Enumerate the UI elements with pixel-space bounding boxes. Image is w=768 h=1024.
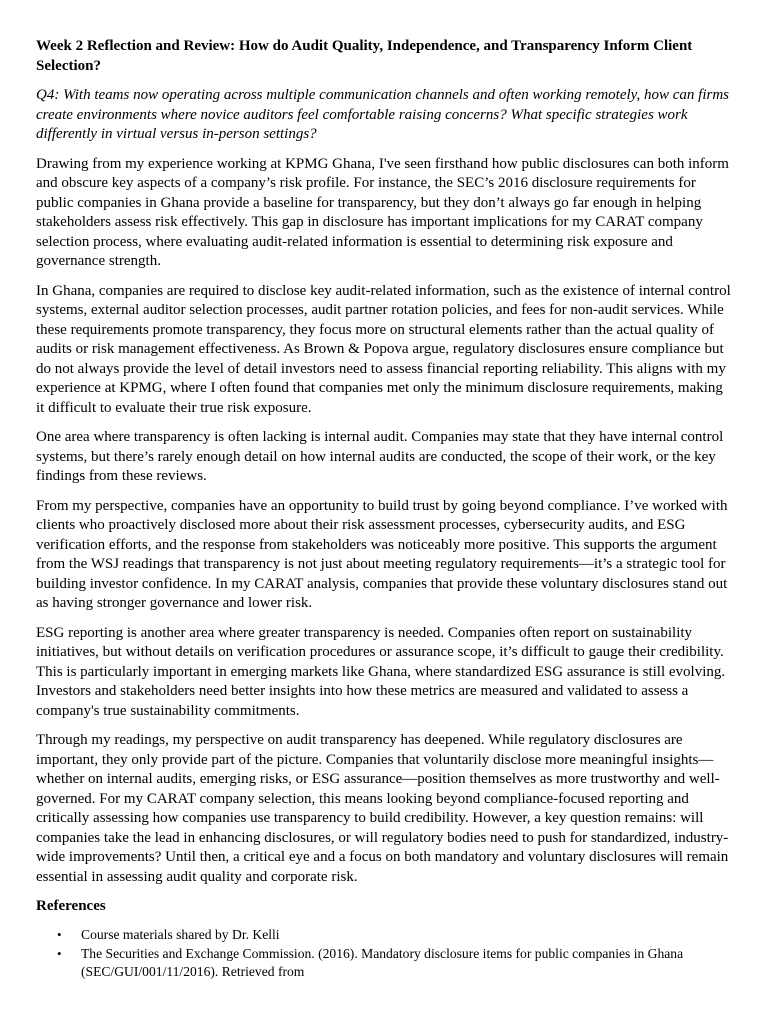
reference-text: The Securities and Exchange Commission. (2016). Mandatory disclosure items for public companies in Ghana (SEC/GUI/001/11/2016). Retrieved from bbox=[81, 945, 684, 979]
body-paragraph-3: One area where transparency is often lacking is internal audit. Companies may state that they have internal control systems, but there’s rarely enough detail on how internal audits are conducted, the scope of their work, or the key findings from these reviews. bbox=[36, 429, 724, 484]
body-paragraph-1: Drawing from my experience working at KPMG Ghana, I've seen firsthand how public disclosures can both inform and obscure key aspects of a company’s risk profile. For instance, the SEC’s 2016 disclosure requirements for public companies in Ghana provide a baseline for transparency, but they don’t always go far enough in helping stakeholders assess risk effectively. This gap in disclosure has important implications for my CARAT company selection process, where evaluating audit-related information is essential to determining risk exposure and governance strength. bbox=[36, 155, 729, 269]
bullet-icon: • bbox=[57, 945, 62, 961]
reference-item bbox=[36, 945, 734, 981]
body-paragraph-5: ESG reporting is another area where greater transparency is needed. Companies often report on sustainability initiatives, but without details on verification procedures or assurance scope, it’s difficult to gauge their credibility. This is particularly important in emerging markets like Ghana, where standardized ESG assurance is still evolving. Investors and stakeholders need better insights into how these metrics are measured and validated to assess a company's true sustainability commitments. bbox=[36, 624, 726, 719]
discussion-question: Q4: With teams now operating across multiple communication channels and often working remotely, how can firms create environments where novice auditors feel comfortable raising concerns? What specific strategies work differently in virtual versus in-person settings? bbox=[36, 87, 729, 142]
body-paragraph-4: From my perspective, companies have an opportunity to build trust by going beyond compliance. I’ve worked with clients who proactively disclosed more about their risk assessment processes, cybersecurity audits, and ESG verification efforts, and the response from stakeholders was noticeably more positive. This supports the argument from the WSJ readings that transparency is not just about meeting regulatory requirements—it’s a strategic tool for building investor confidence. In my CARAT analysis, companies that provide these voluntary disclosures stand out as having stronger governance and lower risk. bbox=[36, 497, 728, 611]
references-heading: References bbox=[36, 898, 106, 914]
bullet-icon: • bbox=[57, 926, 62, 942]
body-paragraph-2: In Ghana, companies are required to disclose key audit-related information, such as the existence of internal control systems, external auditor selection processes, audit partner rotation policies, and fees for non-audit services. While these requirements promote transparency, they focus more on structural elements rather than the actual quality of audits or risk management effectiveness. As Brown & Popova argue, regulatory disclosures ensure compliance but do not always provide the level of detail investors need to assess financial reporting reliability. This aligns with my experience at KPMG, where I often found that companies met only the minimum disclosure requirements, making it difficult to evaluate their true risk exposure. bbox=[36, 282, 731, 416]
document-title: Week 2 Reflection and Review: How do Audit Quality, Independence, and Transparency Inform Client Selection? bbox=[36, 38, 693, 74]
reference-item bbox=[36, 926, 734, 944]
document-page bbox=[36, 37, 734, 982]
body-paragraph-6: Through my readings, my perspective on audit transparency has deepened. While regulatory disclosures are important, they only provide part of the picture. Companies that voluntarily disclose more meaningful insights—whether on internal audits, emerging risks, or ESG assurance—position themselves as more trustworthy and well-governed. For my CARAT company selection, this means looking beyond compliance-focused reporting and critically assessing how companies use transparency to build credibility. However, a key question remains: will companies take the lead in enhancing disclosures, or will regulatory bodies need to push for standardized, industry-wide improvements? Until then, a critical eye and a focus on both mandatory and voluntary disclosures will remain essential in assessing audit quality and corporate risk. bbox=[36, 732, 729, 885]
reference-text: Course materials shared by Dr. Kelli bbox=[81, 926, 280, 942]
references-list bbox=[36, 926, 734, 981]
